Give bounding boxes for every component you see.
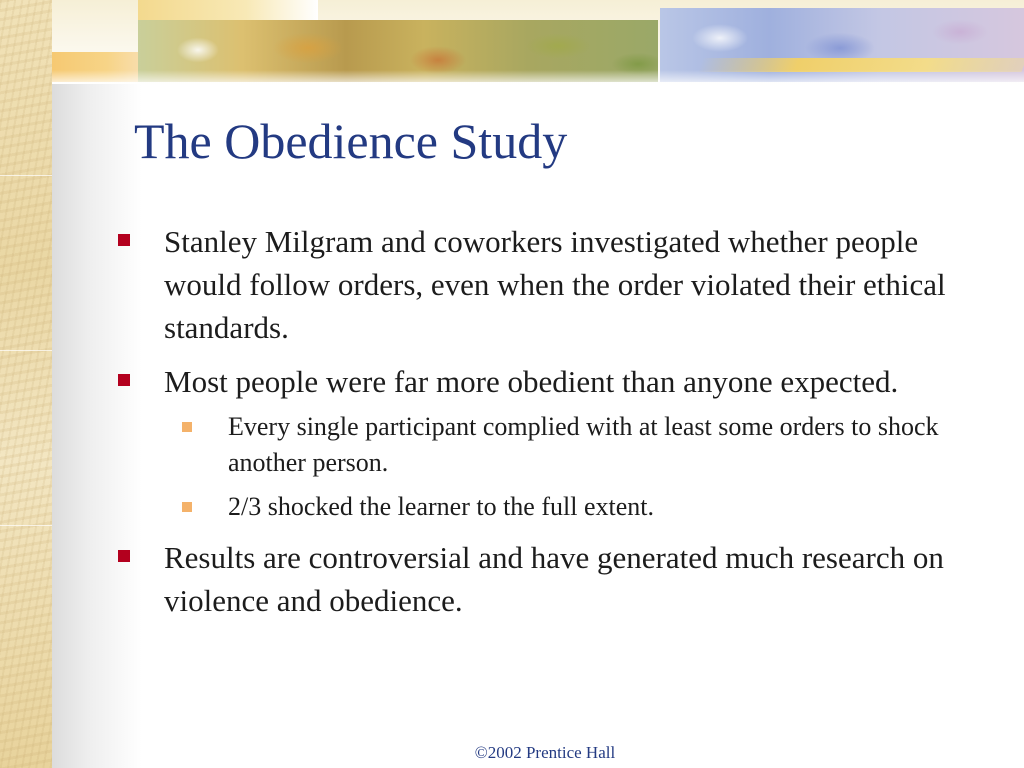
bullet-item — [118, 536, 978, 622]
banner-gold-edge — [138, 0, 318, 22]
strip-seam — [0, 175, 52, 176]
bullet-list — [118, 220, 978, 633]
bullet-text: Results are controversial and have generated much research on violence and obedience. — [164, 540, 944, 618]
slide-title: The Obedience Study — [134, 113, 568, 169]
small-square-bullet-icon — [182, 502, 192, 512]
banner-fade — [0, 70, 1024, 88]
bullet-item — [118, 360, 978, 525]
decorative-banner — [0, 0, 1024, 88]
bullet-item — [118, 220, 978, 349]
bullet-text: Stanley Milgram and coworkers investigated whether people would follow orders, even when the order violated their ethical standards. — [164, 224, 946, 345]
decorative-left-strip — [0, 0, 52, 768]
strip-seam — [0, 525, 52, 526]
bullet-text: Most people were far more obedient than anyone expected. — [164, 364, 899, 399]
sub-bullet-item — [164, 489, 978, 525]
square-bullet-icon — [118, 374, 130, 386]
sub-bullet-item — [164, 409, 978, 481]
small-square-bullet-icon — [182, 422, 192, 432]
strip-seam — [0, 350, 52, 351]
sub-bullet-text: 2/3 shocked the learner to the full extent. — [228, 492, 654, 521]
copyright-footer: ©2002 Prentice Hall — [474, 743, 616, 762]
square-bullet-icon — [118, 234, 130, 246]
sub-bullet-text: Every single participant complied with at least some orders to shock another person. — [228, 412, 939, 477]
sub-bullet-list — [164, 409, 978, 525]
square-bullet-icon — [118, 550, 130, 562]
